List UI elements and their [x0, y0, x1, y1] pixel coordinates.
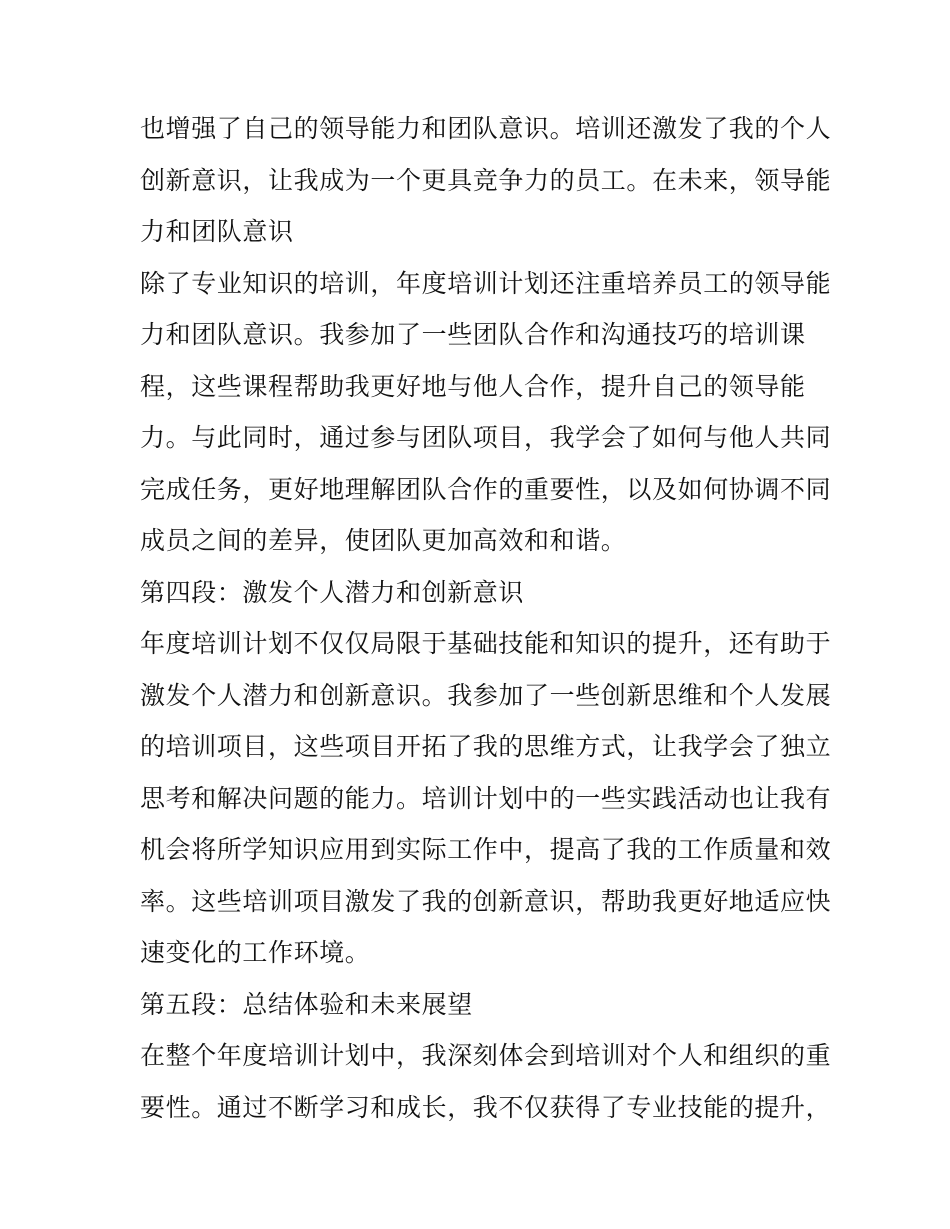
- text-line-20: 要性。通过不断学习和成长，我不仅获得了专业技能的提升，: [140, 1092, 832, 1122]
- text-line-8: 完成任务，更好地理解团队合作的重要性，以及如何协调不同: [140, 474, 832, 504]
- text-line-7: 力。与此同时，通过参与团队项目，我学会了如何与他人共同: [140, 423, 832, 452]
- text-line-2: 创新意识，让我成为一个更具竞争力的员工。在未来，领导能: [140, 165, 832, 195]
- text-line-16: 率。这些培训项目激发了我的创新意识，帮助我更好地适应快: [140, 886, 832, 916]
- section-heading-4: 第四段：激发个人潜力和创新意识: [140, 577, 525, 607]
- text-line-17: 速变化的工作环境。: [140, 938, 371, 967]
- text-line-19: 在整个年度培训计划中，我深刻体会到培训对个人和组织的重: [140, 1041, 832, 1070]
- text-line-11: 年度培训计划不仅仅局限于基础技能和知识的提升，还有助于: [140, 629, 832, 658]
- text-line-9: 成员之间的差异，使团队更加高效和和谐。: [140, 526, 627, 555]
- text-line-5: 力和团队意识。我参加了一些团队合作和沟通技巧的培训课: [140, 320, 806, 349]
- text-line-15: 机会将所学知识应用到实际工作中，提高了我的工作质量和效: [140, 835, 832, 864]
- text-line-3: 力和团队意识: [140, 217, 294, 246]
- text-line-12: 激发个人潜力和创新意识。我参加了一些创新思维和个人发展: [140, 680, 832, 710]
- text-line-4: 除了专业知识的培训，年度培训计划还注重培养员工的领导能: [140, 268, 832, 298]
- document-body: [140, 103, 832, 1133]
- section-heading-5: 第五段：总结体验和未来展望: [140, 989, 473, 1019]
- text-line-6: 程，这些课程帮助我更好地与他人合作，提升自己的领导能: [140, 371, 806, 401]
- text-line-13: 的培训项目，这些项目开拓了我的思维方式，让我学会了独立: [140, 732, 832, 761]
- text-line-1: 也增强了自己的领导能力和团队意识。培训还激发了我的个人: [140, 114, 832, 143]
- text-line-14: 思考和解决问题的能力。培训计划中的一些实践活动也让我有: [140, 783, 832, 813]
